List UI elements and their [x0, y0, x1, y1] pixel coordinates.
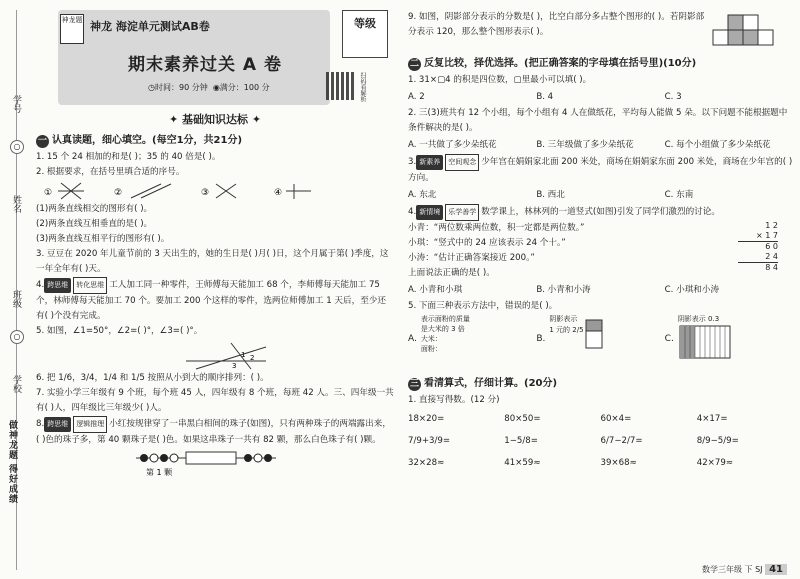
tag-badge: 新情境 [416, 205, 443, 220]
qr-caption: 扫码看解析 [359, 72, 366, 102]
gutter-label-id: 学号 [11, 95, 21, 113]
figure-mark: ③ [201, 188, 210, 198]
section-2-title: 二 反复比较，择优选择。(把正确答案的字母填在括号里)(10分) [409, 58, 697, 69]
right-column [408, 10, 793, 575]
figure-c: C. 阴影表示 0.3 [665, 314, 793, 370]
shaded-shape-figure [708, 10, 788, 50]
page-number: 41 [765, 564, 787, 575]
angle-mark: 3 [232, 362, 237, 370]
angle-mark: 1 [241, 351, 246, 359]
question-7: 7. 实验小学三年级有 9 个班，每个班 45 人，四年级有 8 个班，每班 42 人。三、四年级一共有( )人，四年级比三年级少( )人。 [36, 388, 394, 413]
line-figures [36, 180, 336, 202]
bead-caption: 第 1 颗 [146, 468, 173, 477]
brand-logo: 神龙题 [60, 14, 84, 44]
choice-1-options: A. 2 B. 4 C. 3 [408, 92, 682, 102]
section-3-title: 三 看清算式，仔细计算。(20分) [409, 378, 558, 389]
choice-4-options: A. 小青和小琪 B. 小青和小涛 C. 小琪和小涛 [408, 285, 720, 295]
grade-box: 等级 [342, 10, 388, 58]
binding-gutter [0, 0, 34, 579]
gutter-label-school: 学校 [11, 375, 21, 393]
question-1: 1. 15 个 24 相加的和是( )；35 的 40 倍是( )。 [36, 152, 221, 162]
tag-badge: 逻辑推理 [73, 416, 107, 433]
question-6: 6. 把 1/6，3/4，1/4 和 1/5 按照从小到大的顺序排列：( )。 [36, 373, 269, 383]
question-3: 3. 豆豆在 2020 年儿童节前的 3 天出生的，她的生日是( )月( )日，这个月属于第( )季度，这一年全年有( )天。 [36, 249, 389, 274]
calc-item: 60×4= [600, 414, 632, 424]
question-2-sub-2: (2)两条直线互相垂直的是( )。 [36, 219, 153, 229]
calc-item: 80×50= [504, 414, 541, 424]
question-5: 5. 如图，∠1=50°，∠2=( )°，∠3=( )°。 [36, 326, 203, 336]
figure-mark: ④ [274, 188, 283, 198]
choice-3: 3. 新素养 空间观念 少年宫在娟娟家北面 200 米处，商场在娟娟家东面 200 米处，商场在少年宫的( )方向。 [408, 154, 793, 186]
series-title: 神龙 海淀单元测试AB卷 [90, 20, 210, 33]
qr-code-icon[interactable] [326, 72, 354, 100]
choice-1: 1. 31×▢4 的积是四位数，▢里最小可以填( )。 [408, 75, 592, 85]
time-icon: ◷ [148, 83, 155, 92]
gutter-hole: ○ [10, 330, 24, 344]
calc-item: 4×17= [696, 414, 728, 424]
exam-title: 期末素养过关 A 卷 [128, 55, 282, 75]
tag-badge: 转化思维 [73, 277, 107, 294]
angle-mark: 2 [250, 354, 255, 362]
gutter-motto: 做神龙题 得好成绩 [7, 420, 17, 505]
figure-b: B. 阴影表示 1 元的 2/5 [536, 314, 664, 370]
tag-badge: 新素养 [416, 155, 443, 170]
choice-2: 2. 三(3)班共有 12 个小组，每个小组有 4 人在做纸花，平均每人能做 5 朵。以下问题不能根据题中条件解决的是( )。 [408, 108, 788, 133]
figure-mark: ② [114, 188, 123, 198]
calc-item: 7/9+3/9= [408, 436, 451, 446]
calc-item: 8/9−5/9= [696, 436, 739, 446]
calc-item: 18×20= [408, 414, 445, 424]
choice-5: 5. 下面三种表示方法中，错误的是( )。 [408, 301, 558, 311]
tag-badge: 跨思维 [44, 417, 71, 432]
mental-calc-grid [408, 408, 793, 474]
question-9: 9. 如图，阴影部分表示的分数是( )，比空白部分多占整个图形的( )。若阴影部分表示 120，那么整个图形表示( )。 [408, 12, 705, 37]
gutter-label-name: 姓名 [11, 195, 21, 213]
grid-decimal-figure [678, 324, 738, 360]
bead-string-figure [36, 448, 336, 478]
calc-item: 41×59≈ [504, 458, 541, 468]
choice-4: 4. 新情境 乐学善学 数学课上，林林列的一道竖式(如图)引发了同学们激烈的讨论。 [408, 204, 793, 221]
score-icon: ◉ [212, 83, 220, 92]
question-9-row [408, 10, 793, 50]
calc-item: 42×79≈ [696, 458, 734, 468]
tag-badge: 乐学善学 [445, 204, 479, 221]
calc-item: 6/7−2/7= [600, 436, 643, 446]
calc-item: 39×68≈ [600, 458, 637, 468]
question-8: 8. 跨思维 逻辑推理 小红按规律穿了一串黑白相间的珠子(如图)，只有两种珠子的两端露出来，( )色的珠子多，第 40 颗珠子是( )色。如果这串珠子一共有 82 颗，那么白色珠子有( )颗。 [36, 416, 394, 448]
section-1-title: 一 认真读题，细心填空。(每空1分，共21分) [37, 135, 243, 146]
calc-item: 1−5/8= [504, 436, 538, 446]
choice-3-options: A. 东北 B. 西北 C. 东南 [408, 190, 694, 200]
choice-4-body: 小青：“两位数乘两位数，积一定都是两位数。” 小琪：“竖式中的 24 应该表示 24 个十。” 小涛：“估计正确答案接近 200。” 上面说法正确的是( )。 1 2 × 1 7 6 0 2 4 8 4 [408, 221, 793, 281]
gutter-label-class: 班级 [11, 290, 21, 308]
question-2-sub-3: (3)两条直线互相平行的图形有( )。 [36, 234, 170, 244]
exam-header [58, 10, 388, 105]
left-column [36, 10, 394, 575]
question-2-sub-1: (1)两条直线相交的图形有( )。 [36, 204, 153, 214]
choice-5-figures [408, 314, 793, 370]
calc-item: 32×28≈ [408, 458, 445, 468]
angle-figure [36, 339, 336, 371]
vertical-calculation: 1 2 × 1 7 6 0 2 4 8 4 [738, 221, 778, 281]
choice-2-options: A. 一共做了多少朵纸花 B. 三年级做了多少朵纸花 C. 每个小组做了多少朵纸花 [408, 140, 771, 150]
question-2: 2. 根据要求，在括号里填合适的序号。 [36, 167, 185, 177]
calc-title: 1. 直接写得数。(12 分) [408, 395, 500, 405]
exam-meta: ◷时间：90 分钟 ◉满分：100 分 [148, 83, 270, 92]
question-4: 4. 跨思维 转化思维 工人加工同一种零件，王师傅每天能加工 68 个，李师傅每天能加工 75 个，林师傅每天能加工 70 个。要加工 200 个这样的零件，选两位师傅加工 1 天后，至少还有( )个没有完成。 [36, 277, 394, 324]
figure-mark: ① [44, 188, 53, 198]
bar-fraction-figure [584, 314, 606, 350]
gutter-hole: ○ [10, 140, 24, 154]
tag-badge: 空间观念 [445, 154, 479, 171]
page-footer: 数学三年级 下 SJ 41 [702, 564, 787, 575]
tag-badge: 跨思维 [44, 278, 71, 293]
figure-a: A. 表示面粉的质量 是大米的 3 倍 大米： 面粉： [408, 315, 470, 353]
section-banner: ✦ 基础知识达标 ✦ [168, 113, 262, 126]
